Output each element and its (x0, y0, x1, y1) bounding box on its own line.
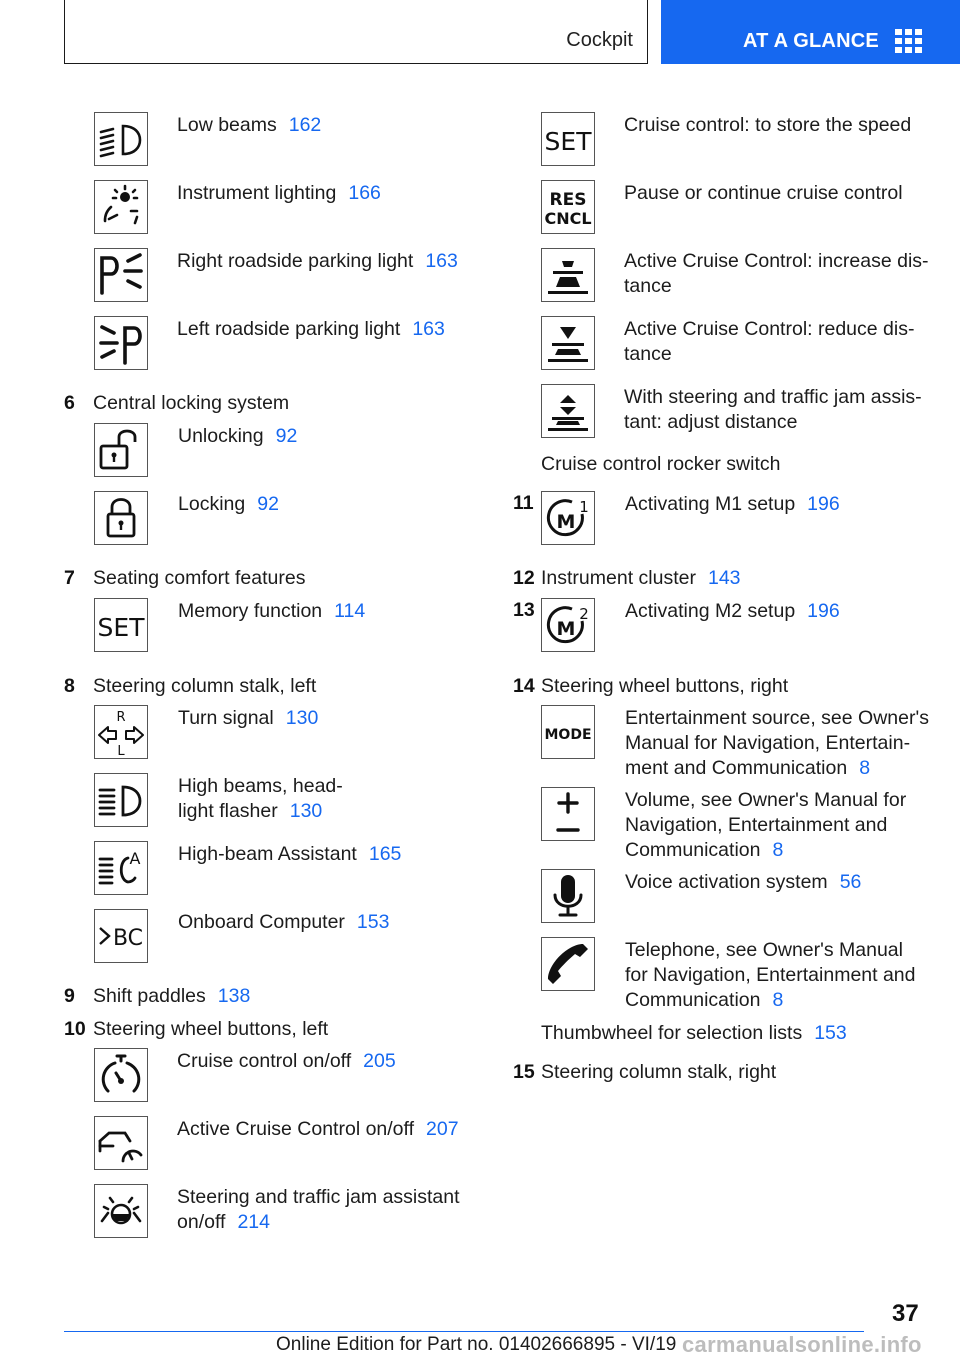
high-beams-label-line2: light flasher (178, 800, 278, 822)
reduce-distance-entry (624, 317, 914, 367)
locking-label: Locking (178, 493, 246, 515)
locking-page-link[interactable]: 92 (257, 493, 279, 515)
entertainment-line3: ment and Communication (625, 757, 848, 779)
footer-edition: Online Edition for Part no. 01402666895 - VI/19 (276, 1334, 677, 1355)
memory-set-icon (94, 598, 148, 652)
increase-distance-entry (624, 249, 929, 299)
m2-setup-page-link[interactable]: 196 (807, 600, 840, 622)
unlocking-label: Unlocking (178, 425, 264, 447)
m1-icon-letter: M (556, 511, 576, 533)
traffic-jam-label-line1: Steering and traffic jam assistant (177, 1186, 460, 1208)
right-parking-light-page-link[interactable]: 163 (425, 250, 458, 272)
traffic-jam-entry (177, 1185, 460, 1235)
instrument-cluster-entry (541, 566, 741, 591)
item-number-15: 15 (513, 1061, 535, 1083)
memory-function-page-link[interactable]: 114 (334, 600, 366, 622)
store-speed-label: Cruise control: to store the speed (624, 114, 912, 136)
stalk-left-heading: Steering column stalk, left (93, 675, 317, 697)
m1-setup-icon (541, 491, 595, 545)
right-parking-light-label: Right roadside parking light (177, 250, 414, 272)
unlocking-entry (178, 424, 297, 449)
turn-signal-page-link[interactable]: 130 (285, 707, 319, 729)
store-speed-entry (624, 113, 911, 138)
locking-entry (178, 492, 279, 517)
instrument-lighting-entry (177, 181, 381, 206)
onboard-computer-icon-text: BC (112, 926, 144, 951)
m1-setup-page-link[interactable]: 196 (807, 493, 840, 515)
res-cncl-icon (541, 180, 595, 234)
grid-icon (895, 29, 923, 53)
high-beam-assistant-label: High-beam Assistant (178, 843, 357, 865)
entertainment-line1: Entertainment source, see Owner's (625, 707, 929, 729)
adjust-distance-entry (624, 385, 922, 435)
high-beam-assistant-icon (94, 841, 148, 895)
low-beams-icon (94, 112, 148, 166)
increase-distance-line1: Active Cruise Control: increase dis- (624, 250, 929, 272)
turn-signal-label: Turn signal (178, 707, 274, 729)
left-parking-light-entry (177, 317, 445, 342)
wheel-buttons-right-heading: Steering wheel buttons, right (541, 675, 789, 697)
instrument-lighting-icon (94, 180, 148, 234)
high-beams-entry (178, 774, 343, 824)
volume-plus-minus-icon (541, 787, 595, 841)
cruise-onoff-entry (177, 1049, 396, 1074)
traffic-jam-page-link[interactable]: 214 (237, 1211, 270, 1233)
instrument-lighting-page-link[interactable]: 166 (348, 182, 381, 204)
volume-page-link[interactable]: 8 (772, 839, 784, 861)
svg-text:L: L (117, 744, 125, 758)
thumbwheel-label: Thumbwheel for selection lists (541, 1022, 803, 1044)
unlock-icon (94, 423, 148, 477)
high-beams-icon (94, 773, 148, 827)
onboard-computer-page-link[interactable]: 153 (356, 911, 390, 933)
turn-signal-entry (178, 706, 318, 731)
adjust-distance-icon (541, 384, 595, 438)
high-beam-assistant-page-link[interactable]: 165 (368, 843, 402, 865)
central-locking-heading: Central locking system (93, 392, 290, 414)
increase-distance-line2: tance (624, 275, 672, 297)
microphone-icon (541, 869, 595, 923)
instrument-lighting-label: Instrument lighting (177, 182, 337, 204)
header-section-title: Cockpit (566, 29, 633, 51)
telephone-line2: for Navigation, Entertainment and (625, 964, 916, 986)
header-section-box (64, 0, 648, 64)
reduce-distance-line2: tance (624, 343, 672, 365)
low-beams-entry (177, 113, 321, 138)
page-number: 37 (892, 1300, 919, 1327)
acc-onoff-page-link[interactable]: 207 (426, 1118, 459, 1140)
increase-distance-icon (541, 248, 595, 302)
unlocking-page-link[interactable]: 92 (275, 425, 298, 447)
left-parking-light-page-link[interactable]: 163 (412, 318, 445, 340)
res-icon-text: RES (549, 190, 587, 210)
item-number-10: 10 (64, 1018, 86, 1040)
m2-icon-digit: 2 (579, 605, 589, 623)
shift-paddles-page-link[interactable]: 138 (217, 985, 251, 1007)
right-parking-light-icon (94, 248, 148, 302)
m2-setup-label: Activating M2 setup (625, 600, 796, 622)
mode-icon-text: MODE (544, 727, 592, 743)
reduce-distance-line1: Active Cruise Control: reduce dis- (624, 318, 915, 340)
low-beams-label: Low beams (177, 114, 277, 136)
rocker-switch-label: Cruise control rocker switch (541, 453, 781, 475)
memory-set-icon-text: SET (97, 613, 145, 642)
onboard-computer-entry (178, 910, 389, 935)
volume-line2: Navigation, Entertainment and (625, 814, 888, 836)
item-number-8: 8 (64, 675, 75, 697)
voice-activation-label: Voice activation system (625, 871, 828, 893)
telephone-line3: Communication (625, 989, 761, 1011)
cruise-set-icon-text: SET (544, 127, 592, 156)
cruise-control-icon (94, 1048, 148, 1102)
instrument-cluster-label: Instrument cluster (541, 567, 696, 589)
thumbwheel-entry (541, 1021, 847, 1046)
volume-line1: Volume, see Owner's Manual for (625, 789, 907, 811)
cruise-onoff-label: Cruise control on/off (177, 1050, 352, 1072)
cncl-icon-text: CNCL (544, 209, 592, 228)
right-parking-light-entry (177, 249, 458, 274)
item-number-9: 9 (64, 985, 75, 1007)
item-number-14: 14 (513, 675, 535, 697)
header-chapter-title: AT A GLANCE (743, 30, 879, 52)
high-beam-assistant-entry (178, 842, 401, 867)
memory-function-entry (178, 599, 365, 624)
low-beams-page-link[interactable]: 162 (288, 114, 322, 136)
item-number-11: 11 (513, 492, 534, 514)
item-number-12: 12 (513, 567, 535, 589)
telephone-entry (625, 938, 916, 1013)
m1-icon-digit: 1 (579, 498, 589, 516)
mode-icon (541, 705, 595, 759)
left-parking-light-icon (94, 316, 148, 370)
volume-entry (625, 788, 906, 863)
item-number-6: 6 (64, 392, 75, 414)
m2-setup-icon (541, 598, 595, 652)
stalk-right-heading: Steering column stalk, right (541, 1061, 777, 1083)
high-beams-page-link[interactable]: 130 (289, 800, 323, 822)
instrument-cluster-page-link[interactable]: 143 (707, 567, 741, 589)
adjust-distance-line2: tant: adjust distance (624, 411, 798, 433)
lock-icon (94, 491, 148, 545)
turn-signal-icon (94, 705, 148, 759)
m1-setup-label: Activating M1 setup (625, 493, 796, 515)
onboard-computer-icon (94, 909, 148, 963)
pause-continue-entry (624, 181, 903, 206)
entertainment-line2: Manual for Navigation, Entertain- (625, 732, 911, 754)
telephone-line1: Telephone, see Owner's Manual (625, 939, 903, 961)
seating-comfort-heading: Seating comfort features (93, 567, 306, 589)
cruise-onoff-page-link[interactable]: 205 (363, 1050, 396, 1072)
memory-function-label: Memory function (178, 600, 323, 622)
reduce-distance-icon (541, 316, 595, 370)
entertainment-page-link[interactable]: 8 (859, 757, 871, 779)
svg-text:R: R (116, 710, 126, 725)
active-cruise-control-icon (94, 1116, 148, 1170)
left-parking-light-label: Left roadside parking light (177, 318, 401, 340)
pause-continue-label: Pause or continue cruise control (624, 182, 903, 204)
telephone-icon (541, 937, 595, 991)
svg-text:A: A (129, 849, 141, 868)
traffic-jam-assistant-icon (94, 1184, 148, 1238)
shift-paddles-label: Shift paddles (93, 985, 206, 1007)
adjust-distance-line1: With steering and traffic jam assis- (624, 386, 922, 408)
volume-line3: Communication (625, 839, 761, 861)
m1-setup-entry (625, 492, 840, 517)
item-number-7: 7 (64, 567, 75, 589)
wheel-buttons-left-heading: Steering wheel buttons, left (93, 1018, 329, 1040)
m2-icon-letter: M (556, 618, 576, 640)
acc-onoff-entry (177, 1117, 459, 1142)
shift-paddles-entry (93, 984, 250, 1009)
acc-onoff-label: Active Cruise Control on/off (177, 1118, 414, 1140)
voice-activation-entry (625, 870, 861, 895)
item-number-13: 13 (513, 599, 535, 621)
telephone-page-link[interactable]: 8 (772, 989, 784, 1011)
traffic-jam-label-line2: on/off (177, 1211, 226, 1233)
onboard-computer-label: Onboard Computer (178, 911, 345, 933)
high-beams-label-line1: High beams, head- (178, 775, 343, 797)
entertainment-entry (625, 706, 929, 781)
header-chapter-tab[interactable] (661, 0, 960, 64)
voice-activation-page-link[interactable]: 56 (839, 871, 862, 893)
watermark: carmanualsonline.info (682, 1332, 922, 1357)
cruise-set-icon (541, 112, 595, 166)
m2-setup-entry (625, 599, 840, 624)
thumbwheel-page-link[interactable]: 153 (814, 1022, 847, 1044)
